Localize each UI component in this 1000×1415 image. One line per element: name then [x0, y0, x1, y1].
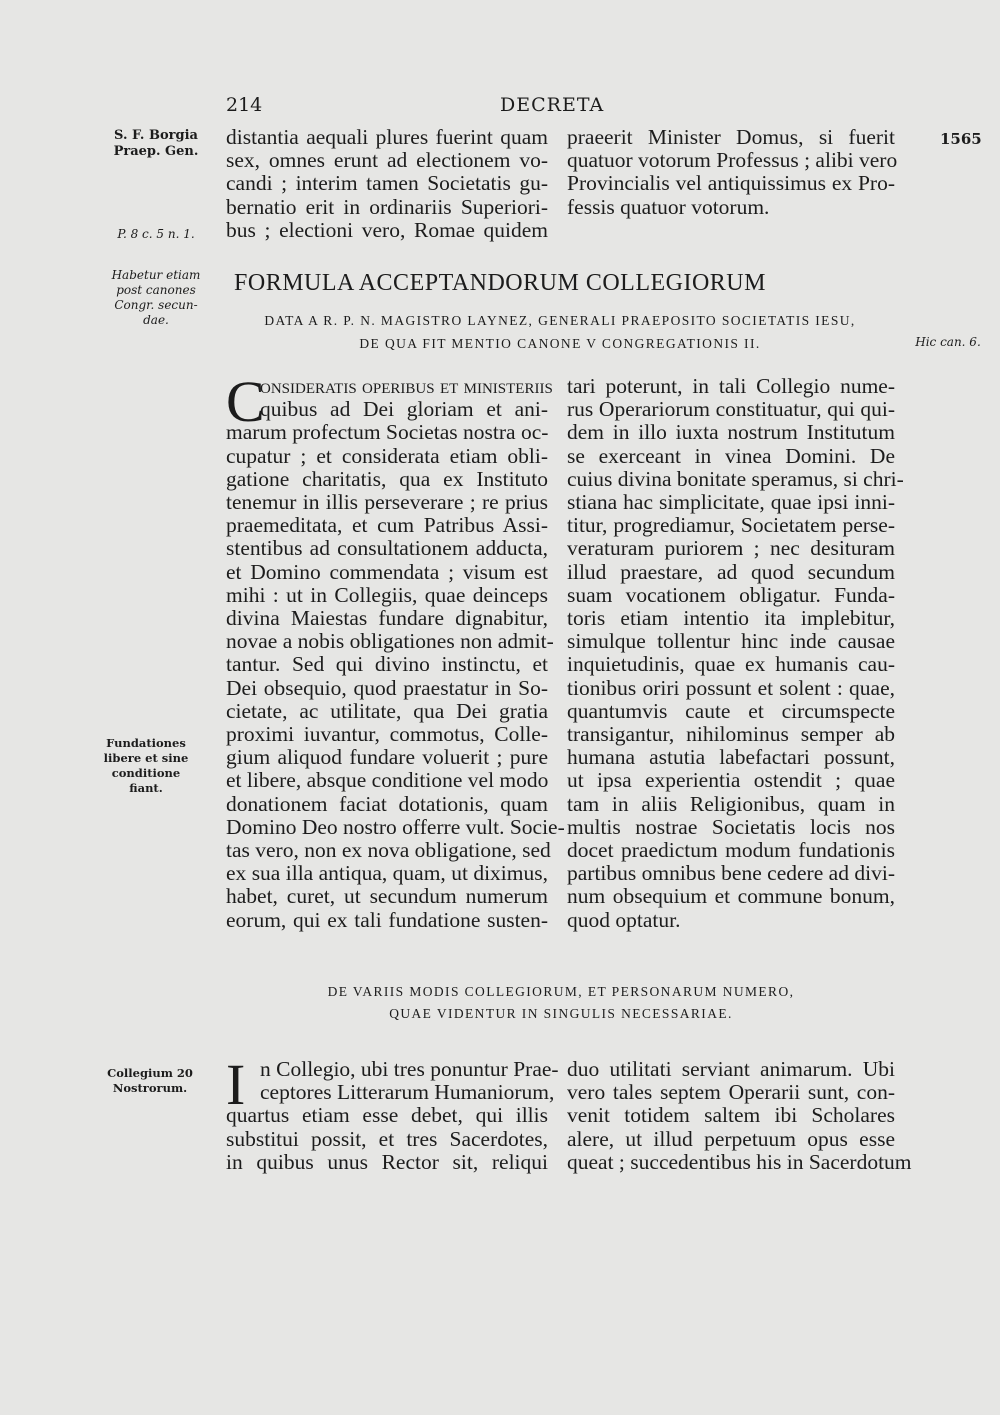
section1-left-column: C onsideratis operibus et ministeriis quibus ad Dei gloriam et ani- marum profectum Societas nostra oc- cupatur ; et considerata etiam obli- gatione charitatis, qua ex Instituto tenemur in illis perseverare ; re prius praemeditata, et cum Patribus Assi- stentibus ad consultationem adducta, et Domino commendata ; visum est mihi : ut in Collegiis, quae deinceps divina Maiestas fundare dignabitur, novae a nobis obligationes non admit- tantur. Sed qui divino instinctu, et Dei obsequio, quod praestatur in So- cietate, ac utilitate, qua Dei gratia proximi iuvantur, commotus, Colle- gium aliquod fundare voluerit ; pure et libere, absque conditione vel modo donationem faciat dotationis, quam Domino Deo nostro offerre vult. Socie- tas vero, non ex nova obligatione, sed ex sua illa antiqua, quam, ut diximus, habet, curet, ut secundum numerum eorum, qui ex tali fundatione susten-: [226, 369, 565, 932]
margin-note-hic-can: Hic can. 6.: [915, 335, 981, 349]
year-marginal: 1565: [940, 130, 982, 148]
section2-left-column: I n Collegio, ubi tres ponuntur Prae- ceptores Litterarum Humaniorum, quartus etiam esse debet, qui illis substitui possit, et tres Sacerdotes, in quibus unus Rector sit, reliqui: [226, 1052, 559, 1174]
top-left-column: distantia aequali plures fuerint quam sex, omnes erunt ad electionem vo- candi ; interim tamen Societatis gu- bernatio erit in ordinariis Superiori- bus ; electioni vero, Romae quidem: [226, 125, 548, 242]
dropcap-c: C: [226, 369, 265, 434]
section1-right-column: tari poterunt, in tali Collegio nume- rus Operariorum constituatur, qui qui- dem in illo iuxta nostrum Institutum se exerceant in vinea Domini. De cuius divina bonitate speramus, si chri- stiana hac simplicitate, quae ipsi inni- titur, progrediamur, Societatem perse- veraturam puriorem ; nec desituram illud praestare, ad quod secundum suam vocationem obligatur. Funda- toris etiam intentio ita implebitur, simulque tollentur hinc inde causae inquietudinis, quae ex humanis cau- tionibus oriri possunt et solent : quae, quantumvis caute et circumspecte transigantur, nihilominus semper ab humana astutia labefactari possunt, ut ipsa experientia ostendit ; quae tam in aliis Religionibus, quam in multis nostrae Societatis locis nos docet praedictum modum fundationis partibus omnibus bene cedere ad divi- num obsequium et commune bonum, quod optatur.: [567, 374, 904, 932]
top-right-column: praeerit Minister Domus, si fuerit quatuor votorum Professus ; alibi vero Provincialis vel antiquissimus ex Pro- fessis quatuor votorum.: [567, 125, 898, 219]
running-head: DECRETA: [500, 94, 605, 116]
dropcap-i: I: [226, 1052, 246, 1117]
section2-heading-line-1: DE VARIIS MODIS COLLEGIORUM, ET PERSONARUM NUMERO,: [327, 984, 795, 999]
margin-note-borgia: S. F. Borgia Praep. Gen.: [113, 128, 199, 159]
formula-subtitle-line-1: DATA A R. P. N. MAGISTRO LAYNEZ, GENERALI PRAEPOSITO SOCIETATIS IESU,: [264, 313, 856, 328]
margin-note-reference: P. 8 c. 5 n. 1.: [117, 227, 195, 241]
formula-subtitle-line-2: DE QUA FIT MENTIO CANONE V CONGREGATIONIS II.: [359, 336, 761, 351]
margin-note-fundationes: Fundationes libere et sine conditione fiant.: [103, 736, 189, 795]
section2-right-column: duo utilitati serviant animarum. Ubi vero tales septem Operarii sunt, con- venit totidem saltem ibi Scholares alere, ut illud perpetuum opus esse queat ; succedentibus his in Sacerdotum: [567, 1057, 912, 1174]
page-number: 214: [226, 94, 263, 116]
margin-note-collegium: Collegium 20 Nostrorum.: [107, 1066, 193, 1095]
section2-heading-line-2: QUAE VIDENTUR IN SINGULIS NECESSARIAE.: [389, 1006, 733, 1021]
margin-note-habetur: Habetur etiam post canones Congr. secun- dae.: [111, 268, 201, 327]
formula-title: FORMULA ACCEPTANDORUM COLLEGIORUM: [234, 270, 766, 296]
